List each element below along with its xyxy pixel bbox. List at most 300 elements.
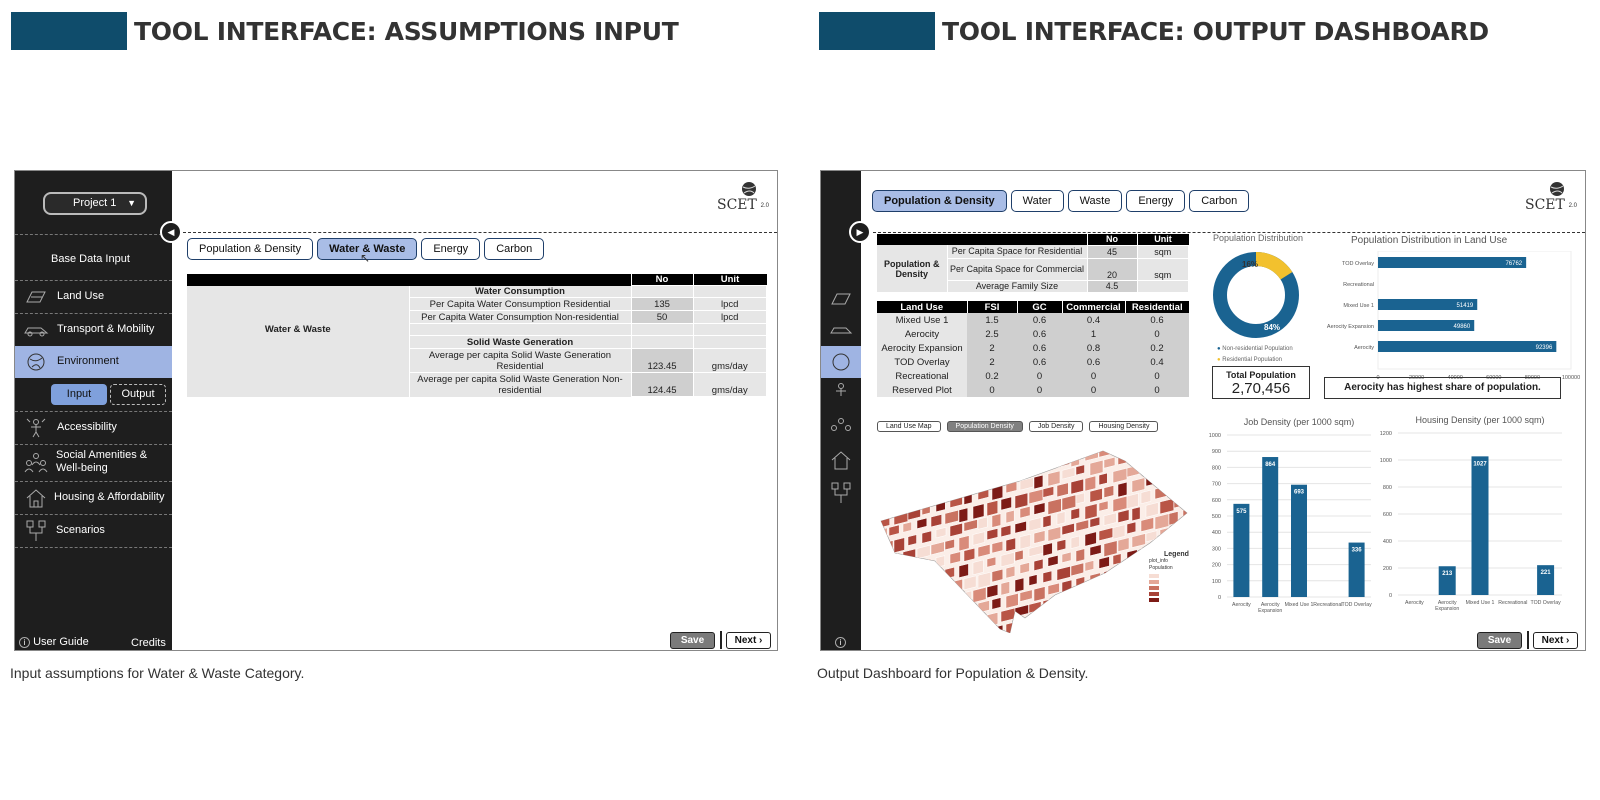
map-parcel [903,522,911,532]
tab-population-density[interactable]: Population & Density [187,238,313,260]
map-parcel [992,625,1003,633]
cell: 0.4 [1125,355,1189,369]
cell: Aerocity [877,327,967,341]
data-label: 49860 [1453,324,1471,330]
table-row [877,383,1189,397]
cell: 0.2 [967,369,1017,383]
col-no-header: No [1087,234,1137,245]
save-button[interactable]: Save [670,632,715,649]
row-label: Per Capita Space for Residential [947,245,1087,258]
map-parcel [945,483,954,497]
highlight-box: Aerocity has highest share of population. [1324,377,1561,399]
legend-label: plot_info [1149,558,1168,564]
population-donut-chart [1206,245,1306,345]
row-label: Per Capita Water Consumption Non-residential [409,311,631,324]
map-parcel [959,620,967,631]
value-input[interactable]: 50 [631,311,693,324]
cell: 0 [967,383,1017,397]
save-button[interactable]: Save [1477,632,1522,649]
col-header: Land Use [877,301,967,313]
map-parcel [1132,451,1141,463]
category-label: Aerocity Expansion [1326,324,1374,330]
right-header-title: TOOL INTERFACE: OUTPUT DASHBOARD [942,16,1489,46]
empty-cell [631,286,693,298]
category-label: TOD Overlay [1341,602,1372,608]
tick-label: 400 [1211,530,1221,537]
map-parcel [1188,604,1195,618]
project-select[interactable] [43,192,147,215]
tab-housing-density-map[interactable]: Housing Density [1089,421,1158,432]
total-population-value: 2,70,456 [1231,380,1291,397]
category-cell: Population & Density [877,245,947,292]
people-icon [24,452,48,474]
tab-energy[interactable]: Energy [421,238,480,260]
map-parcel [1104,485,1114,497]
map-parcel [1169,511,1178,525]
map-parcel [889,497,898,510]
map-parcel [1034,615,1045,631]
map-parcel [1113,609,1125,621]
assumptions-input-screen [14,170,778,651]
land-use-chart-title: Population Distribution in Land Use [1351,235,1508,246]
map-parcel [1113,582,1121,594]
map-parcel [1183,479,1195,494]
sidebar-item-label: Transport & Mobility [57,323,155,335]
data-label: 336 [1351,547,1362,554]
map-parcel [973,615,987,629]
map-parcel [1034,475,1043,489]
tab-waste[interactable]: Waste [1068,190,1123,212]
map-parcel [936,556,945,568]
tab-population-density[interactable]: Population & Density [872,190,1007,212]
map-parcel [1001,581,1010,595]
map-parcel [894,621,907,633]
legend-item: ● Residential Population [1217,357,1283,363]
map-tabs [877,421,1158,432]
value-input[interactable]: 124.45 [631,373,693,397]
map-parcel [922,531,932,543]
tab-carbon[interactable]: Carbon [1189,190,1249,212]
map-parcel [908,590,921,602]
data-label: 1027 [1473,461,1487,468]
map-parcel [880,541,893,553]
map-parcel [945,623,955,633]
globe-logo-icon [741,181,757,197]
map-parcel [917,490,927,502]
cell: 0 [1062,369,1125,383]
tick-label: 200 [1211,562,1221,569]
map-parcel [1090,573,1100,588]
category-label: Aerocity [1232,602,1251,608]
header-cell [187,274,409,286]
map-parcel [1104,598,1112,609]
category-label: Aerocity [1354,345,1374,351]
map-parcel [1057,512,1065,525]
map-parcel [1006,566,1015,578]
map-parcel [931,486,943,497]
table-row [877,327,1189,341]
map-parcel [959,536,969,551]
map-parcel [1090,600,1104,613]
sidebar-item-social[interactable] [15,445,172,481]
map-parcel [1132,562,1143,577]
map-parcel [889,608,901,624]
assumptions-table [187,274,767,397]
cell: 0 [1017,383,1062,397]
table-row [877,313,1189,327]
cell: 0.2 [1125,341,1189,355]
map-parcel [931,571,939,586]
category-label: Aerocity [1260,602,1280,608]
map-parcel [1085,504,1097,520]
population-assumptions-table [877,234,1189,293]
logo-sub-text: 2.0 [760,203,769,209]
cell: Reserved Plot [877,383,967,397]
map-parcel [931,598,944,611]
tick-label: 600 [1382,512,1392,518]
base-data-input-link[interactable]: Base Data Input [51,253,130,265]
legend-label: Residential Population [1222,357,1283,363]
map-parcel [1118,538,1129,552]
sidebar-item-label: Social Amenities & Well-being [56,449,148,474]
map-parcel [1099,473,1107,485]
expand-sidebar-button[interactable]: ▶ [849,221,871,243]
map-parcel [1188,492,1195,507]
row-label: Per Capita Water Consumption Residential [409,298,631,311]
cell: 0.4 [1062,313,1125,327]
map-parcel [1160,471,1174,485]
cell: 0.8 [1062,341,1125,355]
map-parcel [894,594,904,609]
header-cell [409,274,631,286]
map-parcel [1057,539,1066,550]
value-cell: 45 [1087,245,1137,258]
map-parcel [978,629,986,633]
map-parcel [936,583,947,595]
map-parcel [1090,629,1099,633]
map-parcel [1188,465,1195,477]
map-parcel [1174,496,1183,508]
map-parcel [992,598,1001,610]
map-parcel [992,514,1001,528]
map-parcel [1113,443,1125,452]
map-parcel [1127,522,1136,534]
sidebar-item-scenarios[interactable] [15,515,172,547]
empty-cell [187,373,409,397]
col-header: FSI [967,301,1017,313]
scenarios-icon [830,481,852,505]
map-parcel [1062,608,1070,618]
legend-item: ● Non-residential Population [1217,346,1293,352]
map-parcel [1043,458,1054,470]
map-parcel [973,560,983,575]
data-label: 92396 [1535,345,1553,351]
map-parcel [903,494,911,509]
map-parcel [1132,507,1140,521]
map-parcel [1174,468,1184,481]
sidebar-item-land-use[interactable] [15,281,172,313]
section-solid-waste: Solid Waste Generation [409,336,631,349]
chart-title: Job Density (per 1000 sqm) [1243,417,1355,427]
chart-title: Housing Density (per 1000 sqm) [1415,415,1545,425]
map-parcel [978,517,987,529]
donut-label-yellow: 16% [1242,260,1259,269]
divider [15,547,172,548]
divider [15,234,172,235]
next-button[interactable]: Next › [726,632,771,649]
credits-link[interactable]: Credits [131,637,166,649]
tick-label: 700 [1211,481,1221,488]
tab-job-density-map[interactable]: Job Density [1029,421,1084,432]
category-label: Expansion [1258,608,1283,614]
tab-energy[interactable]: Energy [1126,190,1185,212]
environment-subtabs [51,381,171,411]
map-parcel [973,476,981,491]
map-parcel [1118,594,1129,605]
map-parcel [875,500,886,514]
map-parcel [1099,584,1110,599]
map-parcel [1071,536,1080,549]
output-subtab[interactable]: Output [110,384,166,405]
cell: Aerocity Expansion [877,341,967,355]
map-parcel [1071,452,1079,467]
logo-text: SCET [717,197,757,213]
tick-label: 80000 [1524,375,1541,381]
map-parcel [1085,560,1094,571]
cell: 0.6 [1017,327,1062,341]
tick-label: 100 [1211,578,1221,585]
unit-cell: sqm [1137,258,1189,280]
map-parcel [1155,458,1169,472]
row-label: Average per capita Solid Waste Generation Residential [409,349,631,373]
table-row [877,355,1189,369]
tick-label: 0 [1376,375,1380,381]
map-parcel [1104,626,1113,633]
category-label: Recreational [1313,602,1343,608]
cell: 0 [1125,369,1189,383]
map-parcel [1160,611,1172,623]
map-parcel [917,574,926,587]
map-parcel [1076,493,1085,504]
map-parcel [973,504,984,519]
legend-swatch [1149,598,1159,602]
map-parcel [1118,622,1129,633]
map-parcel [1085,616,1094,631]
map-parcel [875,528,887,542]
cell: Mixed Use 1 [877,313,967,327]
map-parcel [964,604,975,617]
category-label: Aerocity [1437,600,1457,606]
map-parcel [880,570,888,581]
sidebar-item-environment-active[interactable] [821,346,861,378]
map-parcel [894,565,905,578]
data-label: 864 [1265,462,1276,469]
map-parcel [1071,592,1080,607]
map-parcel [1062,580,1072,594]
globe-icon [25,351,47,373]
map-parcel [894,538,905,553]
house-icon [25,487,47,509]
data-label: 221 [1540,570,1551,577]
collapse-sidebar-button[interactable]: ◀ [160,221,182,243]
button-separator [720,631,722,649]
cell: 0.6 [1125,313,1189,327]
cell: 2 [967,355,1017,369]
land-use-table [877,301,1189,397]
data-label: 693 [1293,489,1305,496]
map-parcel [1141,462,1152,474]
divider [183,232,777,233]
row-label: Per Capita Space for Commercial [947,258,1087,280]
map-parcel [1085,476,1096,491]
user-guide-label: User Guide [33,636,89,648]
legend-swatch [1149,586,1159,590]
map-parcel [959,591,972,603]
map-parcel [880,596,894,607]
map-parcel [959,508,968,523]
map-parcel [1057,623,1068,633]
total-population-box [1212,366,1310,399]
map-parcel [1057,595,1067,608]
tab-carbon[interactable]: Carbon [484,238,544,260]
bar [1233,504,1249,597]
info-icon: i [19,637,30,648]
category-cell: Water & Waste [187,286,409,373]
value-input[interactable]: 123.45 [631,349,693,373]
tick-label: 20000 [1408,375,1425,381]
legend-swatch [1149,574,1159,578]
tab-water-waste[interactable]: Water & Waste [317,238,417,260]
logo [717,181,769,217]
bar [1472,456,1489,595]
data-label: 213 [1442,571,1453,578]
bar [1262,457,1278,597]
unit-cell: gms/day [693,349,767,373]
map-parcel [1174,523,1187,538]
map-parcel [1076,604,1089,618]
logo [1525,181,1577,217]
map-parcel [959,479,970,492]
housing-density-chart [1376,411,1566,636]
sidebar-item-environment[interactable] [15,346,172,378]
tab-population-density-map[interactable]: Population Density [947,421,1023,432]
tab-land-use-map[interactable]: Land Use Map [877,421,941,432]
cell: 1.5 [967,313,1017,327]
map-parcel [945,594,959,606]
bar [1291,485,1307,597]
table-row [877,341,1189,355]
sidebar-item-housing[interactable] [15,482,172,514]
tick-label: 40000 [1447,375,1463,381]
cell: 0.6 [1017,355,1062,369]
category-label: Mixed Use 1 [1343,303,1374,309]
map-parcel [1183,507,1195,520]
map-parcel [1141,603,1150,616]
map-parcel [1174,608,1185,623]
category-label: Aerocity [1405,600,1424,606]
map-parcel [936,611,948,627]
data-label: 575 [1236,508,1247,515]
unit-cell: lpcd [693,311,767,324]
sidebar-collapsed [821,171,861,650]
map-parcel [1127,493,1138,508]
map-parcel [1146,447,1155,458]
category-label: Expansion [1435,606,1460,612]
sidebar-item-label: Accessibility [57,421,117,433]
cell: 0 [1125,383,1189,397]
legend-label: Non-residential Population [1222,346,1293,352]
map-parcel [1071,508,1080,520]
map-parcel [1043,543,1052,556]
tick-label: 600 [1211,497,1221,504]
map-parcel [1141,443,1151,448]
map-parcel [922,559,931,570]
col-unit-header: Unit [1137,234,1189,245]
map-parcel [875,585,884,599]
map-parcel [908,563,917,575]
tab-water[interactable]: Water [1011,190,1064,212]
tick-label: 1200 [1379,431,1392,437]
bar [1378,341,1556,352]
output-dashboard-screen [820,170,1586,651]
donut-title: Population Distribution [1213,233,1304,243]
col-header: Commercial [1062,301,1125,313]
map-parcel [1174,443,1183,453]
map-parcel [917,630,928,633]
cell: 0 [1062,383,1125,397]
info-icon[interactable]: i [835,637,846,648]
map-parcel [1006,538,1016,551]
map-parcel [875,612,885,627]
input-subtab[interactable]: Input [51,384,107,405]
sidebar-item-accessibility[interactable] [15,412,172,444]
cell: 0 [1125,327,1189,341]
map-parcel [1188,577,1195,590]
map-parcel [1034,559,1043,571]
job-density-chart [1199,413,1374,638]
land-use-bar-chart [1311,251,1581,381]
map-parcel [903,578,912,590]
tick-label: 100000 [1561,375,1581,381]
map-parcel [1132,590,1144,601]
unit-cell: sqm [1137,245,1189,258]
user-guide-link[interactable] [19,636,89,648]
map-parcel [1076,549,1085,562]
value-cell: 20 [1087,258,1137,280]
legend-label: Population [1149,565,1173,571]
empty-cell [631,324,693,336]
sidebar-item-transport[interactable] [15,314,172,346]
map-parcel [987,500,998,516]
left-header-title: TOOL INTERFACE: ASSUMPTIONS INPUT [134,16,679,46]
map-parcel [908,619,917,633]
house-icon [830,449,852,471]
map-parcel [1006,510,1014,523]
tick-label: 1000 [1208,433,1221,439]
empty-cell [693,336,767,349]
accessibility-icon [25,417,47,439]
value-input[interactable]: 135 [631,298,693,311]
map-parcel [1132,618,1144,633]
category-label: Recreational [1498,600,1528,606]
next-button[interactable]: Next › [1533,632,1578,649]
map-parcel [1015,550,1023,561]
right-header [819,12,1489,50]
col-header: Residential [1125,301,1189,313]
category-label: TOD Overlay [1530,600,1561,606]
cell: 1 [1062,327,1125,341]
population-density-map[interactable] [875,443,1195,633]
